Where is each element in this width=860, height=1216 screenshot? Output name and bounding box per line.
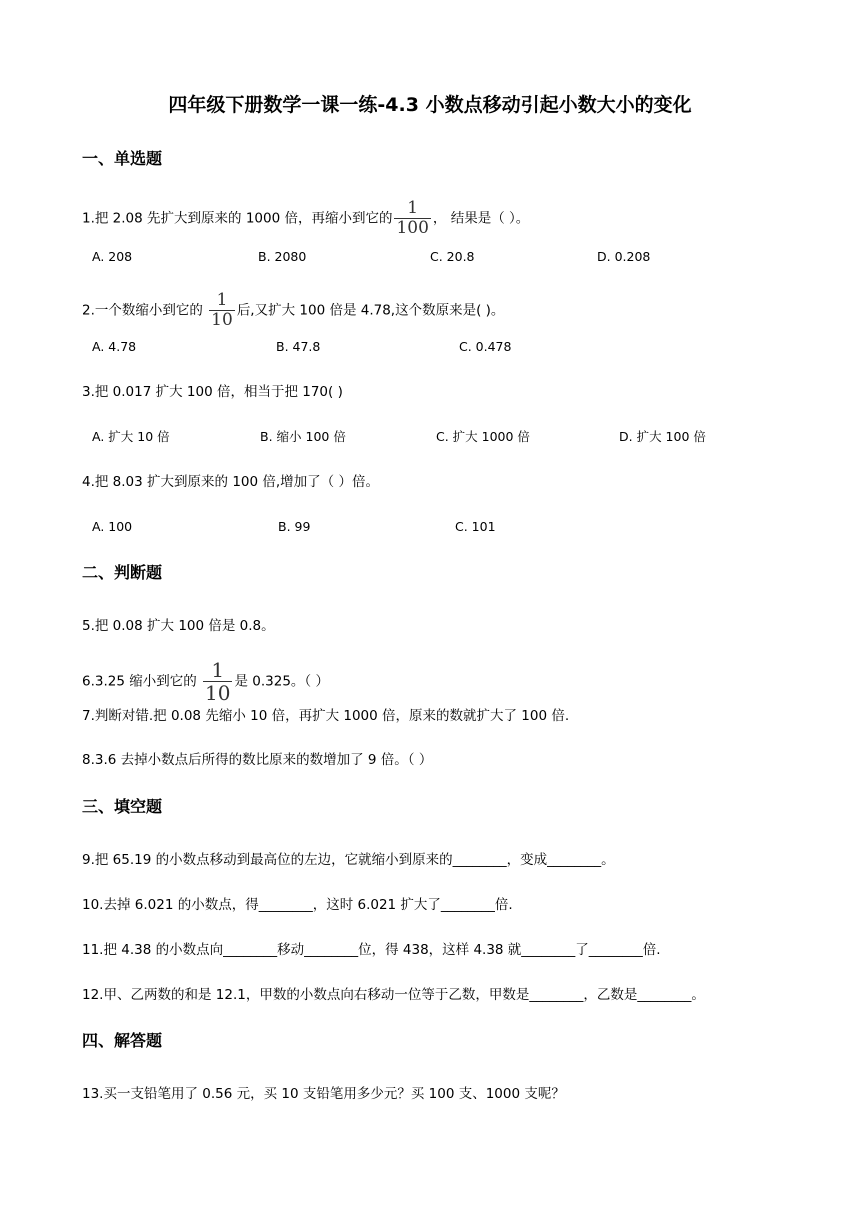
fraction — [203, 660, 232, 703]
question-13: 13.买一支铅笔用了 0.56 元，买 10 支铅笔用多少元？买 100 支、1000 支呢？ — [82, 1086, 565, 1102]
q2-option-c[interactable]: C. 0.478 — [459, 339, 512, 354]
fraction-numerator: 1 — [407, 198, 419, 218]
question-9: 9.把 65.19 的小数点移动到最高位的左边，它就缩小到原来的________，变成________。 — [82, 852, 615, 868]
section-heading-word-problems: 四、解答题 — [82, 1031, 163, 1050]
question-8: 8.3.6 去掉小数点后所得的数比原来的数增加了 9 倍。（ ） — [82, 752, 433, 768]
q2-option-b[interactable]: B. 47.8 — [276, 339, 321, 354]
q1-option-a[interactable]: A. 208 — [92, 249, 133, 264]
section-heading-true-false: 二、判断题 — [82, 563, 163, 582]
fraction-denominator: 100 — [396, 218, 429, 238]
section-heading-single-choice: 一、单选题 — [82, 149, 163, 168]
question-5: 5.把 0.08 扩大 100 倍是 0.8。 — [82, 618, 275, 634]
question-11: 11.把 4.38 的小数点向________移动________位，得 438，这样 4.38 就________了________倍. — [82, 942, 661, 958]
q1-option-b[interactable]: B. 2080 — [258, 249, 307, 264]
q2-option-a[interactable]: A. 4.78 — [92, 339, 137, 354]
q3-option-c[interactable]: C. 扩大 1000 倍 — [436, 429, 530, 444]
q3-option-d[interactable]: D. 扩大 100 倍 — [619, 429, 706, 444]
question-12: 12.甲、乙两数的和是 12.1，甲数的小数点向右移动一位等于乙数，甲数是________，乙数是________。 — [82, 987, 705, 1003]
fraction-denominator: 10 — [211, 310, 233, 330]
question-7: 7.判断对错.把 0.08 先缩小 10 倍，再扩大 1000 倍，原来的数就扩大了 100 倍. — [82, 708, 570, 724]
fraction — [209, 292, 235, 329]
q1-option-d[interactable]: D. 0.208 — [597, 249, 651, 264]
question-text: ， 结果是（ ）。 — [432, 210, 530, 227]
fraction — [394, 200, 430, 237]
question-text: 1.把 2.08 先扩大到原来的 1000 倍，再缩小到它的 — [82, 210, 393, 227]
q3-option-a[interactable]: A. 扩大 10 倍 — [92, 429, 170, 444]
section-heading-fill-in: 三、填空题 — [82, 797, 163, 816]
q3-option-b[interactable]: B. 缩小 100 倍 — [260, 429, 346, 444]
question-6 — [82, 660, 329, 703]
question-4: 4.把 8.03 扩大到原来的 100 倍,增加了（ ）倍。 — [82, 474, 379, 490]
question-text: 后,又扩大 100 倍是 4.78,这个数原来是( )。 — [236, 302, 505, 319]
question-10: 10.去掉 6.021 的小数点，得________，这时 6.021 扩大了________倍. — [82, 897, 513, 913]
q4-option-c[interactable]: C. 101 — [455, 519, 496, 534]
question-text: 6.3.25 缩小到它的 — [82, 673, 202, 690]
question-2 — [82, 292, 504, 329]
page-title: 四年级下册数学一课一练-4.3 小数点移动引起小数大小的变化 — [168, 94, 692, 116]
fraction-denominator: 10 — [205, 681, 231, 705]
question-3: 3.把 0.017 扩大 100 倍，相当于把 170( ) — [82, 384, 343, 400]
q1-option-c[interactable]: C. 20.8 — [430, 249, 475, 264]
fraction-numerator: 1 — [216, 290, 228, 310]
q4-option-b[interactable]: B. 99 — [278, 519, 311, 534]
q4-option-a[interactable]: A. 100 — [92, 519, 133, 534]
question-text: 2.一个数缩小到它的 — [82, 302, 208, 319]
question-text: 是 0.325。（ ） — [234, 673, 329, 690]
fraction-numerator: 1 — [211, 658, 225, 682]
question-1 — [82, 200, 529, 237]
